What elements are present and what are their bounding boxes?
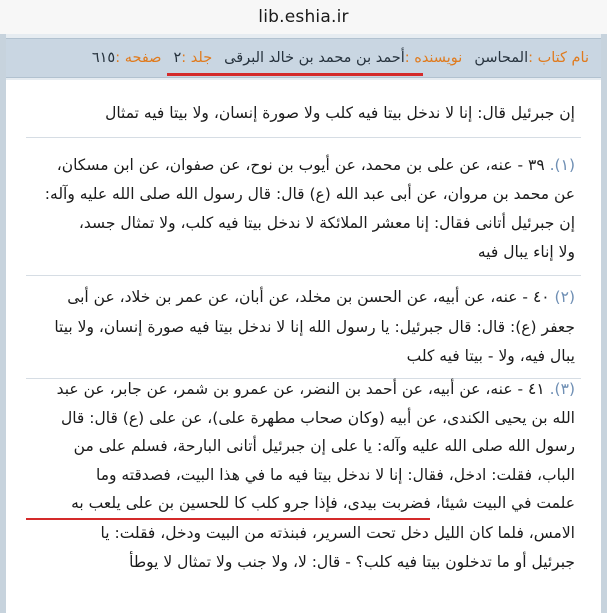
hadith-41-line-4: الباب، فقلت: ادخل، فقال: إنا لا ندخل بيتا فيه ما في هذا البيت، فصدقته وما (95, 466, 575, 484)
hadith-40-line-3: يبال فيه، ولا - بيتا فيه كلب (406, 347, 575, 365)
book-title-label: نام کتاب : (528, 50, 589, 66)
hadith-41-line-7: جبرئيل أو ما تدخلون بيتا فيه كلب؟ - قال: لا، ولا جنب ولا تمثال لا يوطأ (129, 553, 575, 571)
hadith-39-line-4: ولا إناء يبال فيه (477, 243, 575, 261)
book-text-panel (6, 80, 601, 613)
hadith-39-line-1: (١). ٣٩ - عنه، عن على بن محمد، عن أيوب بن نوح، عن صفوان، عن ابن مسكان، (56, 156, 575, 174)
author-label: نویسنده : (404, 50, 463, 66)
intro-text: إن جبرئيل قال: إنا لا ندخل بيتا فيه كلب ولا صورة إنسان، ولا بيتا فيه تمثال (105, 104, 575, 122)
book-title[interactable]: المحاسن (474, 50, 529, 66)
hadith-41-line-3: رسول الله صلى الله عليه وآله: يا على إن جبرئيل أتانى البارحة، فسلم على من (73, 437, 575, 455)
paragraph-divider (26, 137, 581, 138)
volume-number[interactable]: ۲ (173, 50, 182, 66)
hadith-40-line-2: جعفر (ع): قال: قال جبرئيل: يا رسول الله إنا لا ندخل بيتا فيه صورة إنسان، ولا بيتا (54, 318, 575, 336)
url-text: lib.eshia.ir (258, 7, 349, 27)
author-name[interactable]: أحمد بن محمد بن خالد البرقی (224, 50, 405, 66)
book-info-header (6, 38, 601, 78)
footnote-link-3[interactable]: (٣). (549, 380, 575, 398)
hadith-40-line-1: (٢) ٤٠ - عنه، عن أبيه، عن الحسن بن مخلد، عن أبان، عن عمر بن خلاد، عن أبى (67, 288, 575, 306)
highlight-underline (26, 518, 430, 520)
author-highlight-underline (167, 73, 423, 76)
address-bar[interactable] (0, 0, 607, 35)
volume-label: جلد : (181, 50, 213, 66)
hadith-41-line-6: الامس، فلما كان الليل دخل تحت السرير، فبنذته من البيت ودخل، فقلت: يا (100, 524, 575, 542)
frame-border-right (601, 34, 607, 613)
hadith-39-line-2: عن محمد بن مروان، عن أبى عبد الله (ع) قال: قال رسول الله صلى الله عليه وآله: (44, 185, 575, 203)
page-number[interactable]: ٦١٥ (91, 50, 116, 66)
hadith-39-line-3: إن جبرئيل أتانى فقال: إنا معشر الملائكة لا ندخل بيتا فيه كلب، ولا تمثال جسد، (78, 214, 575, 232)
page-label: صفحه : (115, 50, 162, 66)
hadith-41-line-1: (٣). ٤١ - عنه، عن أبيه، عن أحمد بن النضر، عن عمرو بن شمر، عن جابر، عن عبد (56, 380, 575, 398)
footnote-link-2[interactable]: (٢) (554, 288, 575, 306)
hadith-41-line-5: علمت في البيت شيئا، فضربت بيدى، فإذا جرو كلب كا للحسين بن على يلعب به (71, 494, 575, 512)
paragraph-divider (26, 275, 581, 276)
hadith-41-line-2: الله بن يحيى الكندى، عن أبيه (وكان صحاب مطهرة على)، عن على (ع) قال: قال (60, 409, 575, 427)
footnote-link-1[interactable]: (١). (549, 156, 575, 174)
